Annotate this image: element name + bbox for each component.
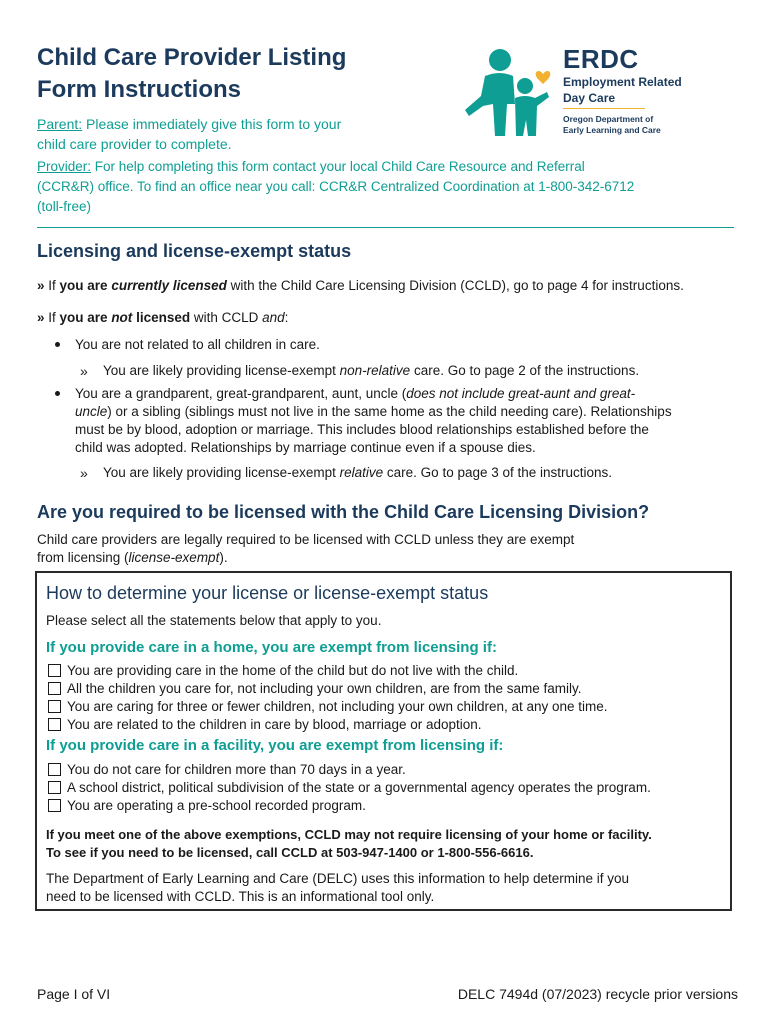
title-line-2: Form Instructions	[37, 76, 242, 103]
provider-text-3: (toll-free)	[37, 199, 92, 214]
home-item-4: You are related to the children in care by blood, marriage or adoption.	[67, 717, 482, 732]
logo-agency-line-2: Early Learning and Care	[563, 125, 661, 135]
family-icon	[455, 44, 555, 144]
provider-label: Provider:	[37, 159, 92, 174]
bullet-not-related: You are not related to all children in care.	[75, 337, 320, 352]
home-checkbox-1[interactable]	[48, 664, 61, 677]
non-relative-guidance: You are likely providing license-exempt non-relative care. Go to page 2 of the instructions.	[103, 363, 640, 378]
section-divider	[37, 227, 734, 228]
required-paragraph: Child care providers are legally required to be licensed with CCLD unless they are exempt from licensing (license-exempt).	[37, 532, 575, 565]
erdc-logo	[455, 44, 755, 144]
logo-program-name	[563, 74, 682, 106]
facility-exemption-heading: If you provide care in a facility, you are exempt from licensing if:	[46, 737, 504, 754]
page-title	[37, 42, 346, 106]
logo-agency	[563, 114, 661, 136]
home-item-3: You are caring for three or fewer children, not including your own children, at any one time.	[67, 699, 608, 714]
delc-note: The Department of Early Learning and Care (DELC) uses this information to help determine if you need to be licensed with CCLD. This is an informational tool only.	[46, 871, 630, 904]
raquo-icon: »	[80, 465, 88, 481]
home-item-2: All the children you care for, not including your own children, are from the same family.	[67, 681, 582, 696]
logo-name-line-2: Day Care	[563, 91, 616, 105]
bullet-relative: You are a grandparent, great-grandparent, aunt, uncle (does not include great-aunt and great- uncle) or a sibling (siblings must not live in the same home as the child needing care). Relationships must be by blood, adoption or marriage. This includes blood relationships established before the child was adopted. Relationships by marriage continue even if a spouse dies.	[75, 386, 672, 455]
logo-divider	[563, 108, 645, 109]
licensing-heading: Licensing and license-exempt status	[37, 241, 352, 261]
box-heading: How to determine your license or license-exempt status	[46, 583, 489, 603]
page-number: Page I of VI	[37, 986, 111, 1002]
facility-checkbox-1[interactable]	[48, 763, 61, 776]
bullet-icon	[55, 342, 60, 347]
facility-item-1: You do not care for children more than 70 days in a year.	[67, 762, 406, 777]
raquo-icon: »	[80, 363, 88, 379]
facility-item-3: You are operating a pre-school recorded program.	[67, 798, 366, 813]
provider-text-2: (CCR&R) office. To find an office near you call: CCR&R Centralized Coordination at 1-800-342-6712	[37, 179, 635, 194]
home-exemption-heading: If you provide care in a home, you are exempt from licensing if:	[46, 639, 497, 656]
home-checkbox-2[interactable]	[48, 682, 61, 695]
not-licensed-item: » If you are not licensed with CCLD and:	[37, 310, 289, 325]
facility-checkbox-2[interactable]	[48, 781, 61, 794]
logo-name-line-1: Employment Related	[563, 75, 682, 89]
title-line-1: Child Care Provider Listing	[37, 44, 347, 71]
box-instruction: Please select all the statements below that apply to you.	[46, 613, 382, 628]
logo-acronym: ERDC	[563, 44, 639, 74]
parent-label: Parent:	[37, 116, 83, 132]
bullet-icon	[55, 391, 60, 396]
provider-instructions	[37, 157, 737, 217]
exemption-callout: If you meet one of the above exemptions, CCLD may not require licensing of your home or facility. To see if you need to be licensed, call CCLD at 503-947-1400 or 1-800-556-6616.	[46, 827, 652, 860]
relative-guidance: You are likely providing license-exempt relative care. Go to page 3 of the instructions.	[103, 465, 613, 480]
home-checkbox-4[interactable]	[48, 718, 61, 731]
form-identifier: DELC 7494d (07/2023) recycle prior versions	[457, 986, 738, 1002]
provider-text-1: For help completing this form contact your local Child Care Resource and Referral	[91, 159, 585, 174]
home-checkbox-3[interactable]	[48, 700, 61, 713]
licensed-item: » If you are currently licensed with the Child Care Licensing Division (CCLD), go to page 4 for instructions.	[37, 278, 684, 293]
facility-checkbox-3[interactable]	[48, 799, 61, 812]
parent-text-1: Please immediately give this form to your	[82, 116, 342, 132]
home-item-1: You are providing care in the home of the child but do not live with the child.	[67, 663, 519, 678]
facility-item-2: A school district, political subdivision of the state or a governmental agency operates the program.	[67, 780, 651, 795]
parent-text-2: child care provider to complete.	[37, 136, 232, 152]
required-heading: Are you required to be licensed with the Child Care Licensing Division?	[37, 502, 650, 522]
logo-agency-line-1: Oregon Department of	[563, 114, 654, 124]
parent-instructions	[37, 114, 437, 154]
